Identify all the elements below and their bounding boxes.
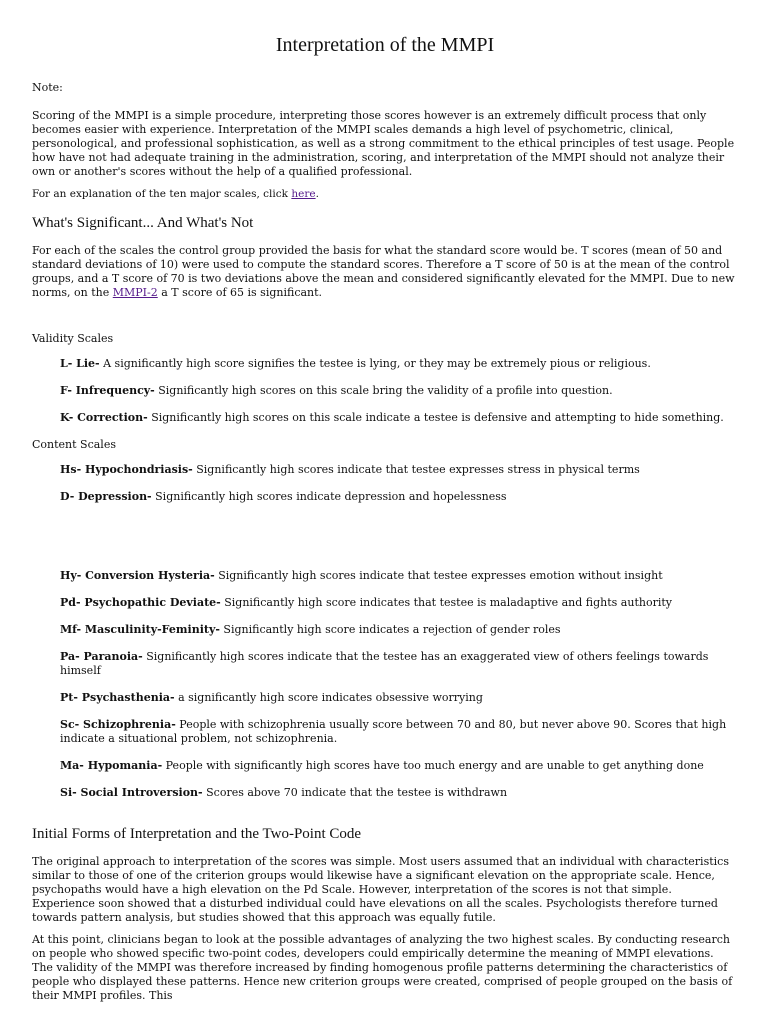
explanation-suffix: .: [315, 188, 319, 200]
scale-item: [60, 759, 738, 773]
scale-name: Pt- Psychasthenia-: [60, 691, 175, 704]
two-point-paragraph-2: At this point, clinicians began to look at the possible advantages of analyzing the two highest scales. By conducting research on people who showed specific two-point codes, developers could empirically determine the meaning of MMPI elevations. The validity of the MMPI was therefore increased by finding homogenous profile patterns determining the characteristics of people who displayed these patterns. Hence new criterion groups were created, comprised of people grouped on the basis of their MMPI profiles. This: [32, 933, 733, 1002]
here-link[interactable]: here: [291, 188, 316, 200]
scale-item: [60, 384, 738, 398]
intro-paragraph: Scoring of the MMPI is a simple procedure, interpreting those scores however is an extremely difficult process that only becomes easier with experience. Interpretation of the MMPI scales demands a high level of psychometric, clinical, personological, and professional sophistication, as well as a strong commitment to the ethical principles of test usage. People how have not had adequate training in the administration, scoring, and interpretation of the MMPI should not analyze their own or another's scores without the help of a qualified professional.: [32, 109, 735, 178]
scale-item: [60, 357, 738, 371]
explanation-line: [32, 187, 738, 201]
significance-paragraph: [32, 244, 738, 300]
scale-item: [60, 650, 738, 678]
scale-description: Significantly high score indicates that testee is maladaptive and fights authority: [220, 596, 672, 609]
scale-name: Pd- Psychopathic Deviate-: [60, 596, 221, 609]
validity-scale-list: [32, 357, 738, 425]
scale-description: Significantly high scores indicate depression and hopelessness: [151, 490, 507, 503]
scale-description: Significantly high scores on this scale bring the validity of a profile into question.: [154, 384, 613, 397]
scale-description: Significantly high scores indicate that the testee has an exaggerated view of others feelings towards himself: [60, 650, 709, 677]
scale-description: Significantly high scores indicate that testee expresses stress in physical terms: [192, 463, 640, 476]
scale-description: Significantly high scores indicate that testee expresses emotion without insight: [214, 569, 663, 582]
scale-name: K- Correction-: [60, 411, 148, 424]
scale-name: Hy- Conversion Hysteria-: [60, 569, 215, 582]
scale-name: Pa- Paranoia-: [60, 650, 143, 663]
content-scale-list-a: [32, 463, 738, 504]
scale-name: Sc- Schizophrenia-: [60, 718, 176, 731]
scale-item: [60, 786, 738, 800]
scale-item: [60, 490, 738, 504]
scale-name: Ma- Hypomania-: [60, 759, 163, 772]
scale-name: Si- Social Introversion-: [60, 786, 203, 799]
scale-item: [60, 718, 738, 746]
mmpi2-link[interactable]: MMPI-2: [112, 286, 158, 299]
note-label: Note:: [32, 81, 63, 94]
validity-scales-label: Validity Scales: [32, 332, 114, 345]
scale-item: [60, 411, 738, 425]
scale-description: A significantly high score signifies the testee is lying, or they may be extremely pious or religious.: [99, 357, 651, 370]
significance-text: For each of the scales the control group provided the basis for what the standard score would be. T scores (mean of 50 and standard deviations of 10) were used to compute the standard scores. Therefore a T score of 50 is at the mean of the control groups, and a T score of 70 is two deviations above the mean and considered significantly elevated for the MMPI. Due to new norms, on the: [32, 244, 735, 299]
two-point-paragraph-1: The original approach to interpretation of the scores was simple. Most users assumed that an individual with characteristics similar to those of one of the criterion groups would likewise have a significant elevation on the appropriate scale. Hence, psychopaths would have a high elevation on the Pd Scale. However, interpretation of the scores is not that simple. Experience soon showed that a disturbed individual could have elevations on all the scales. Psychologists therefore turned towards pattern analysis, but studies showed that this approach was equally futile.: [32, 855, 729, 924]
explanation-prefix: For an explanation of the ten major scales, click: [32, 188, 292, 200]
scale-item: [60, 463, 738, 477]
scale-description: People with schizophrenia usually score between 70 and 80, but never above 90. Scores that high indicate a situational problem, not schizophrenia.: [60, 718, 727, 745]
scale-name: Hs- Hypochondriasis-: [60, 463, 193, 476]
scale-description: Significantly high score indicates a rejection of gender roles: [219, 623, 561, 636]
scale-name: Mf- Masculinity-Feminity-: [60, 623, 220, 636]
scale-description: a significantly high score indicates obsessive worrying: [174, 691, 483, 704]
scale-item: [60, 596, 738, 610]
significance-suffix: a T score of 65 is significant.: [157, 286, 323, 299]
page-title: Interpretation of the MMPI: [275, 34, 495, 56]
section-heading-significant: What's Significant... And What's Not: [32, 215, 254, 231]
scale-name: F- Infrequency-: [60, 384, 155, 397]
scale-description: Scores above 70 indicate that the testee is withdrawn: [202, 786, 508, 799]
section-heading-two-point: Initial Forms of Interpretation and the Two-Point Code: [32, 826, 362, 842]
scale-description: Significantly high scores on this scale indicate a testee is defensive and attempting to hide something.: [147, 411, 724, 424]
scale-item: [60, 569, 738, 583]
scale-name: D- Depression-: [60, 490, 152, 503]
scale-name: L- Lie-: [60, 357, 100, 370]
scale-item: [60, 691, 738, 705]
scale-description: People with significantly high scores have too much energy and are unable to get anything done: [162, 759, 704, 772]
content-scale-list-b: [32, 569, 738, 800]
scale-item: [60, 623, 738, 637]
content-scales-label: Content Scales: [32, 438, 116, 451]
